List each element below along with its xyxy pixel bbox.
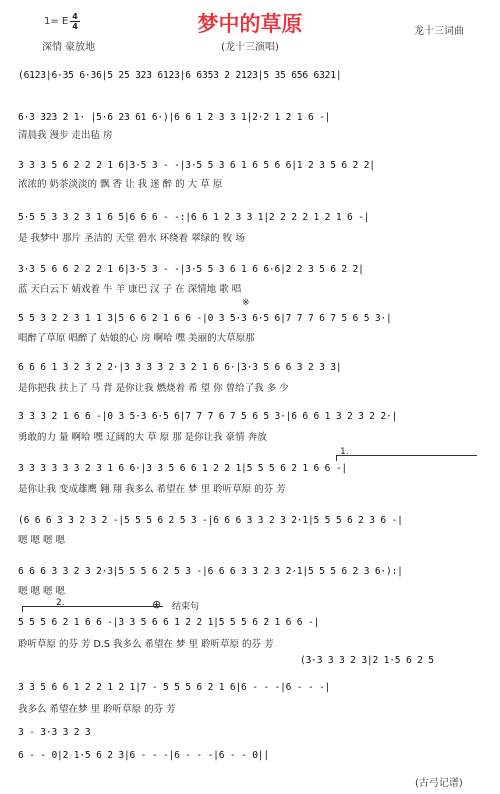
key-signature: 1= E (44, 16, 69, 27)
segno-sign: ※ (242, 298, 250, 308)
coda-label: 结束句 (172, 602, 200, 612)
composer-credit: 龙十三词曲 (414, 26, 464, 37)
time-signature (70, 12, 80, 31)
lyric-row: 是 我梦中 那片 圣洁的 天堂 碧水 环绕着 翠绿的 牧 场 (18, 233, 245, 244)
notation-row: 3·3 5 6 6 2 2 2 1 6|3·5 3 - -|3·5 5 3 6 1 6 6·6|2 2 3 5 6 2 2| (18, 264, 364, 275)
lyric-row: 是你把我 扶上了 马 背 是你让我 燃烧着 希 望 你 曾给了我 多 少 (18, 383, 289, 394)
lyric-row: 嗯 嗯 嗯 嗯 (18, 586, 66, 597)
upper-voice-line: 3 - 3·3 3 2 3 (18, 727, 91, 738)
notation-row: 3 3 3 3 3 3 2 3 1 6 6·|3 3 5 6 6 1 2 2 1|5 5 5 6 2 1 6 6 -| (18, 463, 347, 474)
song-title: 梦中的草原 (197, 11, 303, 36)
notation-row: 3 3 3 2 1 6 6 -|0 3 5·3 6·5 6|7 7 7 6 7 5 6 5 3·|6 6 6 1 3 2 3 2 2·| (18, 411, 398, 422)
notation-row: 5 5 3 2 2 3 1 1 3|5 6 6 2 1 6 6 -|0 3 5·3 6·5 6|7 7 7 6 7 5 6 5 3·| (18, 313, 392, 324)
notation-row: 3 3 5 6 6 1 2 2 1 2 1|7 - 5 5 5 6 2 1 6|6 - - -|6 - - -| (18, 682, 331, 693)
lyric-row: 嗯 嗯 嗯 嗯 (18, 535, 66, 546)
lyric-row: 勇敢的力 量 啊哈 嘿 辽阔的大 草 原 那 是你让我 豪情 奔放 (18, 432, 267, 443)
notation-row: 5 5 5 6 2 1 6 6 -|3 3 5 6 6 1 2 2 1|5 5 5 6 2 1 6 6 -| (18, 617, 320, 628)
notation-row: 6·3 323 2 1· |5·6 23 61 6·)|6 6 1 2 3 3 1|2·2 1 2 1 6 -| (18, 112, 331, 123)
lyric-row: 我多么 希望在梦 里 聆听草原 的芬 芳 (18, 704, 176, 715)
transcriber-credit: (古弓记谱) (415, 778, 463, 789)
lyric-row: 聆听草原 的芬 芳 D.S 我多么 希望在 梦 里 聆听草原 的芬 芳 (18, 639, 274, 650)
notation-row: 6 6 6 1 3 2 3 2 2·|3 3 3 3 2 3 2 1 6 6·|3·3 5 6 6 3 2 3 3| (18, 362, 342, 373)
volta-1-label: 1. (340, 447, 349, 457)
notation-row: 5·5 5 3 3 2 3 1 6 5|6 6 6 - -:|6 6 1 2 3 3 1|2 2 2 2 1 2 1 6 -| (18, 212, 370, 223)
upper-voice-line: (3·3 3 3 2 3|2 1·5 6 2 5 (300, 655, 434, 666)
volta-bracket-1 (336, 455, 477, 461)
lyric-row: 浓浓的 奶茶淡淡的 飘 香 让 我 迷 醉 的 大 草 原 (18, 179, 223, 190)
notation-row: 3 3 3 5 6 2 2 2 1 6|3·5 3 - -|3·5 5 3 6 1 6 5 6 6|1 2 3 5 6 2 2| (18, 160, 375, 171)
lyric-row: 蓝 天白云下 婧戏着 牛 羊 康巴 汉 子 在 深情地 歌 唱 (18, 284, 242, 295)
lyric-row: 清晨我 漫步 走出毡 房 (18, 130, 113, 141)
notation-row: (6123|6·35 6·36|5 25 323 6123|6 6353 2 2123|5 35 656 6321| (18, 70, 342, 81)
volta-2-label: 2. (56, 598, 65, 608)
notation-row: 6 6 6 3 3 2 3 2·3|5 5 5 6 2 5 3 -|6 6 6 3 3 2 3 2·1|5 5 5 6 2 3 6·):| (18, 566, 403, 577)
notation-row: (6 6 6 3 3 2 3 2 -|5 5 5 6 2 5 3 -|6 6 6 3 3 2 3 2·1|5 5 5 6 2 3 6 -| (18, 515, 403, 526)
performer-subtitle: (龙十三演唱) (221, 42, 279, 53)
performance-mood: 深情 豪放地 (42, 42, 96, 53)
time-signature-bottom: 4 (72, 22, 78, 31)
lyric-row: 是你让我 变成雄鹰 翱 翔 我多么 希望在 梦 里 聆听草原 的芬 芳 (18, 484, 286, 495)
lyric-row: 唱醉了草原 唱醉了 姑娘的心 房 啊哈 嘿 美丽的大草原那 (18, 333, 255, 344)
notation-row: 6 - - 0|2 1·5 6 2 3|6 - - -|6 - - -|6 - - 0|| (18, 750, 269, 761)
time-signature-top: 4 (72, 12, 78, 21)
coda-sign: ⊕ (152, 598, 162, 611)
volta-bracket-2 (22, 606, 163, 612)
